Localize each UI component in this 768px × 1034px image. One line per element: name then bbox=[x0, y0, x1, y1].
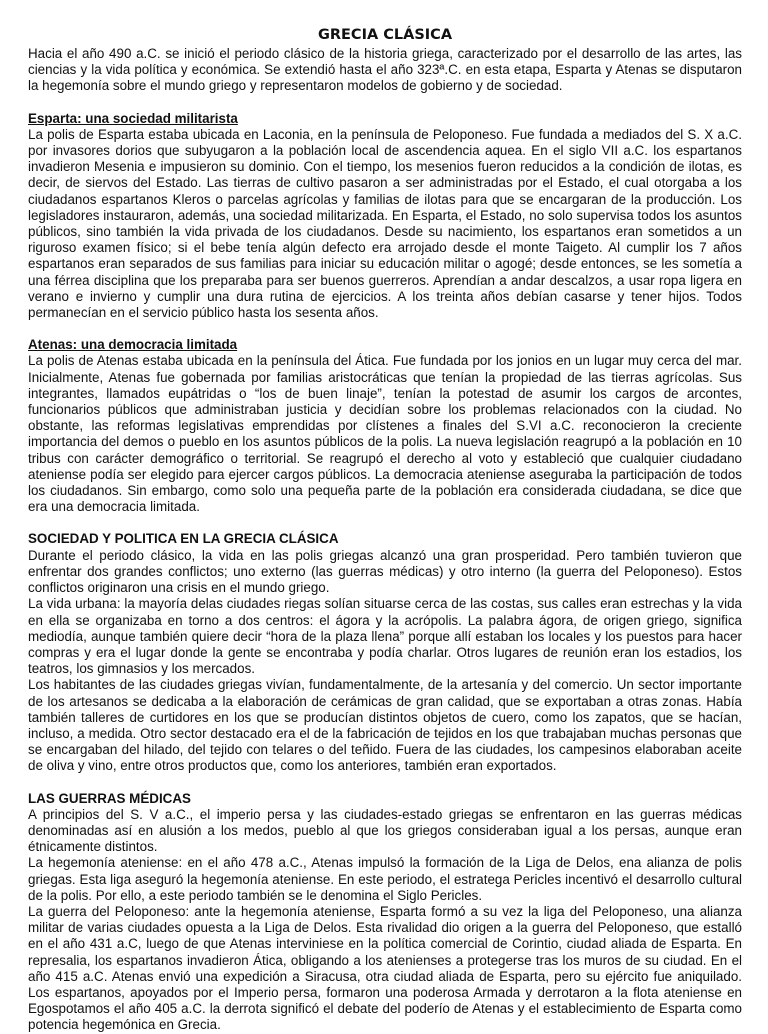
guerras-paragraph-1: A principios del S. V a.C., el imperio persa y las ciudades-estado griegas se enfrentaron en las guerras médicas denominadas así en alusión a los medos, pueblo al que los griegos consideraban igual a los persas, aunque eran étnicamente distintos. bbox=[28, 806, 742, 855]
esparta-paragraph: La polis de Esparta estaba ubicada en Laconia, en la península de Peloponeso. Fue fundada a mediados del S. X a.C. por invasores dorios que subyugaron a la población local de ascendencia aquea. En el siglo VII a.C. los espartanos invadieron Mesenia e impusieron su dominio. Con el tiempo, los mesenios fueron reducidos a la condición de ilotas, es decir, de siervos del Estado. Las tierras de cultivo pasaron a ser administradas por el Estado, el cual otorgaba a los ciudadanos espartanos Kleros o parcelas agrícolas y familias de ilotas para que se encargaran de la producción. Los legisladores instauraron, además, una sociedad militarizada. En Esparta, el Estado, no solo supervisa todos los asuntos públicos, sino también la vida privada de los ciudadanos. Desde su nacimiento, los espartanos eran sometidos a un riguroso examen físico; si el bebe tenía algún defecto era arrojado desde el monte Taigeto. Al cumplir los 7 años espartanos eran separados de sus familias para iniciar su educación militar o agogé; desde entonces, se les sometía a una férrea disciplina que los preparaba para ser buenos guerreros. Aprendían a andar descalzos, a usar ropa ligera en verano e invierno y cumplir una dura rutina de ejercicios. A los treinta años debían casarse y tener hijos. Todos permanecían en el servicio público hasta los sesenta años. bbox=[28, 126, 742, 321]
esparta-heading: Esparta: una sociedad militarista bbox=[28, 110, 238, 126]
section-gap bbox=[28, 95, 742, 111]
document-title: GRECIA CLÁSICA bbox=[317, 27, 453, 43]
sociedad-paragraph-3: Los habitantes de las ciudades griegas vivían, fundamentalmente, de la artesanía y del comercio. Un sector importante de los artesanos se dedicaba a la elaboración de cerámicas de gran calidad, que se exportaban a otras zonas. Había también talleres de curtidores en los que se producían distintos objetos de cuero, como los zapatos, que se hacían, incluso, a medida. Otro sector destacado era el de la fabricación de tejidos en los que trabajaban muchas personas que se encargaban del hilado, del tejido con telares o del teñido. Fuera de las ciudades, los campesinos elaboraban aceite de oliva y vino, entre otros productos que, como los anteriores, también eran exportados. bbox=[28, 677, 742, 774]
section-gap bbox=[28, 515, 742, 531]
sociedad-heading: SOCIEDAD Y POLITICA EN LA GRECIA CLÁSICA bbox=[28, 531, 339, 547]
guerras-paragraph-2: La hegemonía ateniense: en el año 478 a.C., Atenas impulsó la formación de la Liga de Delos, ena alianza de polis griegas. Esta liga aseguró la hegemonía ateniense. En este periodo, el estratega Pericles incentivó el desarrollo cultural de la polis. Por ello, a este periodo también se le denomina el Siglo Pericles. bbox=[28, 855, 742, 903]
atenas-paragraph: La polis de Atenas estaba ubicada en la península del Ática. Fue fundada por los jonios en un lugar muy cerca del mar. Inicialmente, Atenas fue gobernada por familias aristocráticas que tenían la propiedad de las tierras agrícolas. Sus integrantes, llamados eupátridas o “los de buen linaje”, tenían la potestad de asumir los cargos de arcontes, funcionarios públicos que administraban justicia y decidían sobre los problemas relacionados con la ciudad. No obstante, las reformas legislativas emprendidas por clístenes a finales del S.VI a.C. reconocieron la creciente importancia del demos o pueblo en los asuntos públicos de la polis. La nueva legislación reagrupó a la población en 10 tribus con carácter demográfico o territorial. Se reagrupó el derecho al voto y estableció que cualquier ciudadano ateniense podía ser elegido para ejercer cargos públicos. La democracia ateniense aseguraba la participación de todos los ciudadanos. Sin embargo, como solo una pequeña parte de la población era considerada ciudadana, se dice que era una democracia limitada. bbox=[28, 353, 742, 515]
atenas-heading: Atenas: una democracia limitada bbox=[28, 337, 238, 353]
section-gap bbox=[28, 775, 742, 791]
section-gap bbox=[28, 321, 742, 337]
sociedad-paragraph-1: Durante el periodo clásico, la vida en las polis griegas alcanzó una gran prosperidad. Pero también tuvieron que enfrentar dos grandes conflictos; uno externo (las guerras médicas) y otro interno (la guerra del Peloponeso). Estos conflictos originaron una crisis en el mundo griego. bbox=[28, 547, 742, 596]
sociedad-paragraph-2: La vida urbana: la mayoría delas ciudades riegas solían situarse cerca de las costas, sus calles eran estrechas y la vida en ella se organizaba en torno a dos centros: el ágora y la acrópolis. La palabra ágora, de origen griego, significa mediodía, aunque también quiere decir “hora de la plaza llena” porque allí estaban los locales y los puestos para hacer compras y era el lugar donde la gente se encontraba y podía charlar. Otros lugares de reunión eran los estadios, los teatros, los gimnasios y los mercados. bbox=[28, 596, 742, 677]
guerras-paragraph-3: La guerra del Peloponeso: ante la hegemonía ateniense, Esparta formó a su vez la liga del Peloponeso, una alianza militar de varias ciudades opuesta a la Liga de Delos. Esta rivalidad dio origen a la guerra del Peloponeso, que estalló en el año 431 a.C, luego de que Atenas interviniese en la política comercial de Corintio, ciudad aliada de Esparta. En represalia, los espartanos invadieron Ática, obligando a los atenienses a protegerse tras los muros de su ciudad. En el año 415 a.C. Atenas envió una expedición a Siracusa, otra ciudad aliada de Esparta, pero su ejército fue aniquilado. Los espartanos, apoyados por el Imperio persa, formaron una poderosa Armada y derrotaron a la flota ateniense en Egospotamos el año 405 a.C. la derrota significó el debate del poderío de Atenas y el establecimiento de Esparta como potencia hegemónica en Grecia. bbox=[28, 903, 742, 1033]
intro-paragraph: Hacia el año 490 a.C. se inició el periodo clásico de la historia griega, caracterizado por el desarrollo de las artes, las ciencias y la vida política y económica. Se extendió hasta el año 323ª.C. en esta etapa, Esparta y Atenas se disputaron la hegemonía sobre el mundo griego y representaron modelos de gobierno y de sociedad. bbox=[28, 46, 742, 94]
guerras-heading: LAS GUERRAS MÉDICAS bbox=[28, 790, 191, 806]
